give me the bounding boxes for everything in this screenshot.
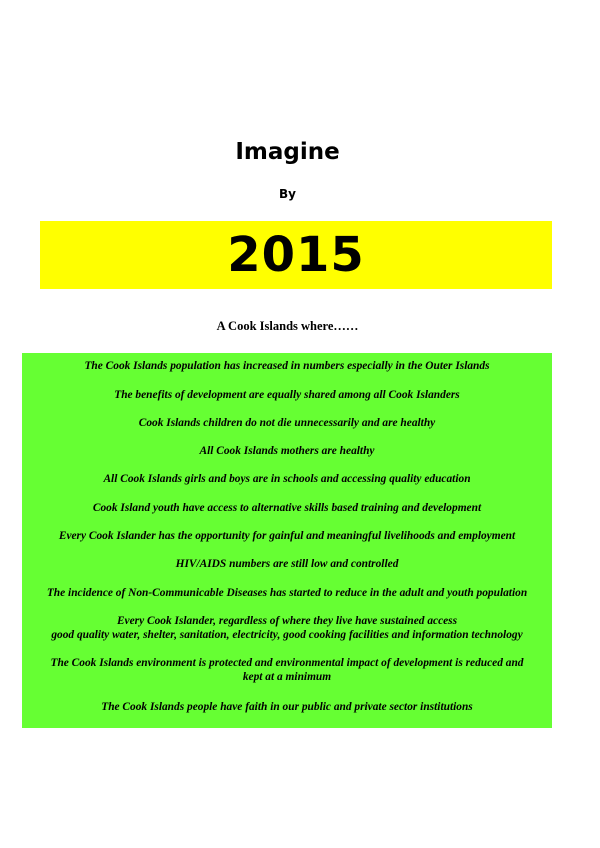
vision-item-line: HIV/AIDS numbers are still low and controlled bbox=[175, 558, 399, 570]
vision-item-line: Cook Island youth have access to alternative skills based training and development bbox=[92, 502, 482, 514]
vision-item bbox=[22, 472, 552, 486]
vision-item bbox=[22, 501, 552, 515]
vision-item bbox=[22, 416, 552, 430]
vision-box bbox=[22, 353, 552, 728]
page-title: Imagine bbox=[235, 139, 340, 165]
intro-text: A Cook Islands where…… bbox=[216, 319, 359, 333]
by-label: By bbox=[279, 187, 296, 201]
vision-item-line: All Cook Islands girls and boys are in schools and accessing quality education bbox=[103, 473, 471, 485]
vision-item-line: The benefits of development are equally shared among all Cook Islanders bbox=[114, 389, 460, 401]
vision-item bbox=[22, 656, 552, 684]
vision-item-line: good quality water, shelter, sanitation, electricity, good cooking facilities and information technology bbox=[51, 629, 523, 641]
vision-item-line: The Cook Islands people have faith in our public and private sector institutions bbox=[101, 701, 473, 713]
vision-item-line: All Cook Islands mothers are healthy bbox=[199, 445, 375, 457]
vision-item-line: kept at a minimum bbox=[242, 671, 332, 683]
vision-item bbox=[22, 614, 552, 642]
vision-item-line: Every Cook Islander, regardless of where they live have sustained access bbox=[116, 615, 458, 627]
year-text: 2015 bbox=[227, 227, 365, 283]
year-banner bbox=[40, 221, 552, 289]
vision-item bbox=[22, 700, 552, 714]
vision-item bbox=[22, 388, 552, 402]
vision-item-line: The Cook Islands population has increased in numbers especially in the Outer Islands bbox=[84, 360, 490, 372]
vision-item-line: Every Cook Islander has the opportunity for gainful and meaningful livelihoods and employment bbox=[58, 530, 516, 542]
vision-item bbox=[22, 557, 552, 571]
vision-item-line: The incidence of Non-Communicable Diseases has started to reduce in the adult and youth population bbox=[46, 587, 528, 599]
vision-item bbox=[22, 586, 552, 600]
vision-item bbox=[22, 359, 552, 373]
vision-item bbox=[22, 529, 552, 543]
vision-item bbox=[22, 444, 552, 458]
vision-item-line: Cook Islands children do not die unnecessarily and are healthy bbox=[138, 417, 436, 429]
vision-item-line: The Cook Islands environment is protected and environmental impact of development is reduced and bbox=[50, 657, 524, 669]
